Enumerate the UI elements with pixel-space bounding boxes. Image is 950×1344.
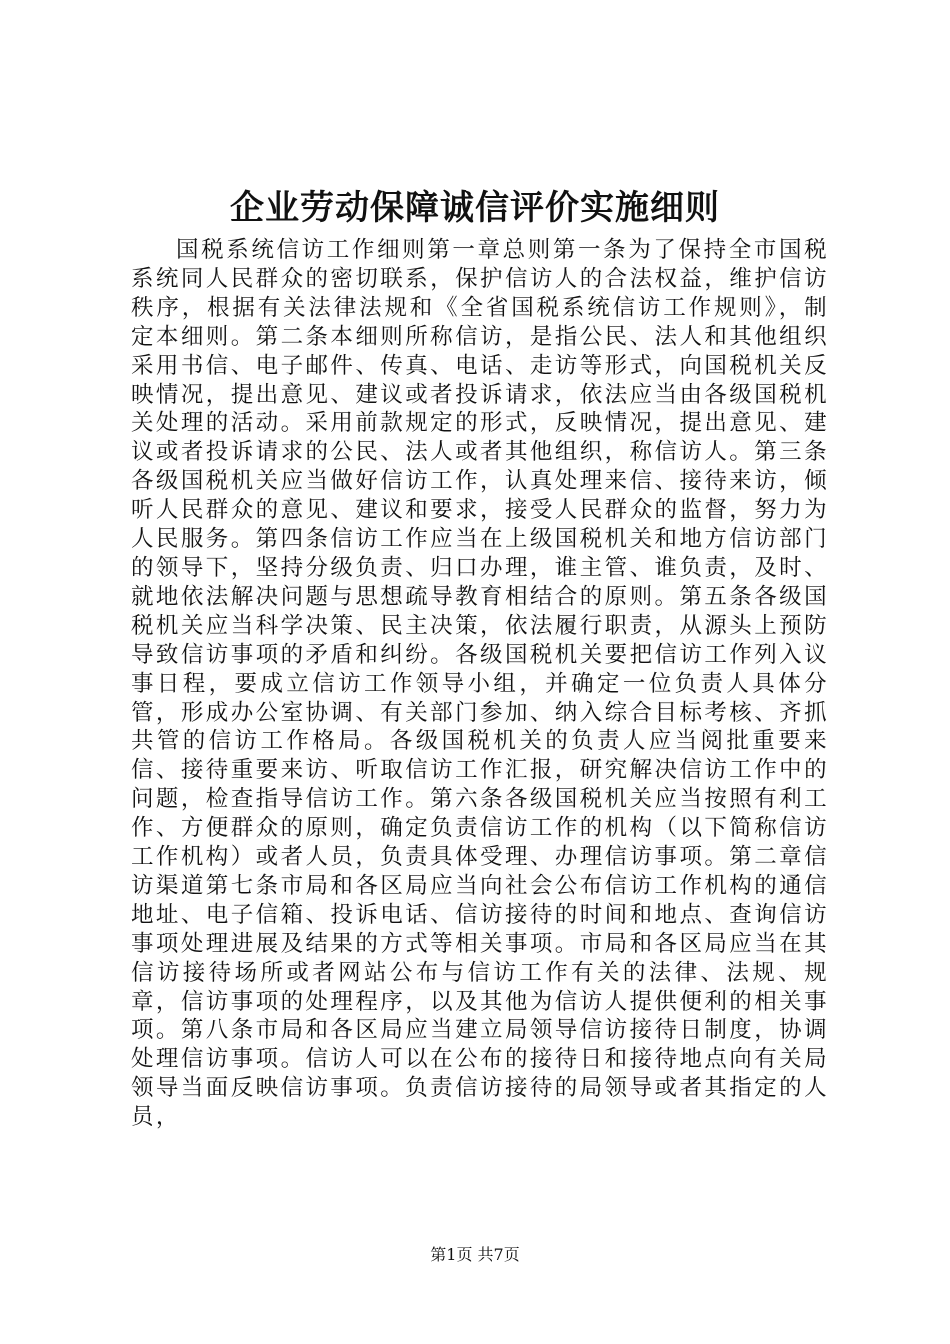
page-number-footer: 第1页 共7页	[430, 1245, 520, 1264]
document-body: 国税系统信访工作细则第一章总则第一条为了保持全市国税系统同人民群众的密切联系，保护信访人的合法权益，维护信访秩序，根据有关法律法规和《全省国税系统信访工作规则》，制定本细则。第二条本细则所称信访，是指公民、法人和其他组织采用书信、电子邮件、传真、电话、走访等形式，向国税机关反映情况，提出意见、建议或者投诉请求，依法应当由各级国税机关处理的活动。采用前款规定的形式，反映情况，提出意见、建议或者投诉请求的公民、法人或者其他组织，称信访人。第三条各级国税机关应当做好信访工作，认真处理来信、接待来访，倾听人民群众的意见、建议和要求，接受人民群众的监督，努力为人民服务。第四条信访工作应当在上级国税机关和地方信访部门的领导下，坚持分级负责、归口办理，谁主管、谁负责，及时、就地依法解决问题与思想疏导教育相结合的原则。第五条各级国税机关应当科学决策、民主决策，依法履行职责，从源头上预防导致信访事项的矛盾和纠纷。各级国税机关要把信访工作列入议事日程，要成立信访工作领导小组，并确定一位负责人具体分管，形成办公室协调、有关部门参加、纳入综合目标考核、齐抓共管的信访工作格局。各级国税机关的负责人应当阅批重要来信、接待重要来访、听取信访工作汇报，研究解决信访工作中的问题，检查指导信访工作。第六条各级国税机关应当按照有利工作、方便群众的原则，确定负责信访工作的机构（以下简称信访工作机构）或者人员，负责具体受理、办理信访事项。第二章信访渠道第七条市局和各区局应当向社会公布信访工作机构的通信地址、电子信箱、投诉电话、信访接待的时间和地点、查询信访事项处理进展及结果的方式等相关事项。市局和各区局应当在其信访接待场所或者网站公布与信访工作有关的法律、法规、规章，信访事项的处理程序，以及其他为信访人提供便利的相关事项。第八条市局和各区局应当建立局领导信访接待日制度，协调处理信访事项。信访人可以在公布的接待日和接待地点向有关局领导当面反映信访事项。负责信访接待的局领导或者其指定的人员，	[131, 237, 829, 1131]
document-title: 企业劳动保障诚信评价实施细则	[230, 188, 720, 228]
